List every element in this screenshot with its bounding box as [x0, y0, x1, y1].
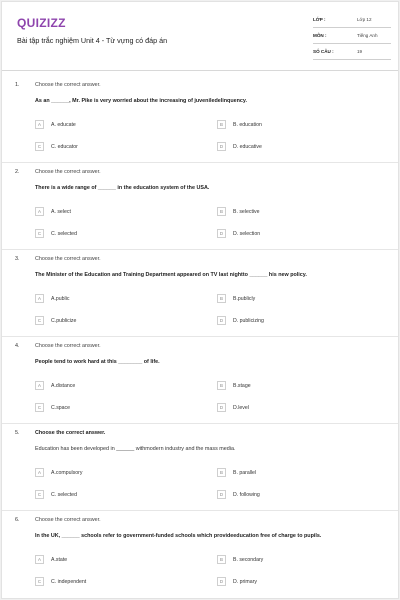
- option-letter-box: C: [35, 403, 44, 412]
- option-text: B.publicly: [233, 295, 256, 302]
- option-text: D. following: [233, 491, 260, 498]
- info-row-class: [313, 12, 391, 28]
- option-letter-box: B: [217, 294, 226, 303]
- question-instruction: Choose the correct answer.: [35, 343, 101, 349]
- option-text: C. educator: [51, 143, 78, 150]
- option-text: C. independent: [51, 578, 87, 585]
- option-letter-box: B: [217, 381, 226, 390]
- worksheet-header: [2, 2, 398, 71]
- worksheet-title: Bài tập trắc nghiệm Unit 4 - Từ vựng có đáp án: [17, 36, 168, 45]
- question-number: 1.: [15, 82, 20, 88]
- option-letter-box: C: [35, 142, 44, 151]
- info-label: MÔN :: [313, 33, 327, 38]
- option-letter-box: D: [217, 490, 226, 499]
- option-text: A.distance: [51, 382, 76, 389]
- question-number: 5.: [15, 430, 20, 436]
- question-number: 2.: [15, 169, 20, 175]
- option-letter-box: D: [217, 229, 226, 238]
- option-text: B. education: [233, 121, 262, 128]
- option-letter-box: D: [217, 403, 226, 412]
- worksheet-page: [1, 1, 399, 599]
- question-number: 3.: [15, 256, 20, 262]
- option-letter-box: C: [35, 577, 44, 586]
- question-text: In the UK, ______ schools refer to government-funded schools which provideeducation free of charge to pupils.: [35, 533, 322, 539]
- question-instruction: Choose the correct answer.: [35, 256, 101, 262]
- option-text: C. selected: [51, 230, 77, 237]
- info-row-count: [313, 44, 391, 60]
- option-letter-box: A: [35, 294, 44, 303]
- option-letter-box: D: [217, 577, 226, 586]
- info-value: Tiếng Anh: [357, 33, 378, 38]
- option-text: D. publicizing: [233, 317, 264, 324]
- question-text: There is a wide range of ______ in the education system of the USA.: [35, 185, 210, 191]
- info-row-subject: [313, 28, 391, 44]
- option-letter-box: A: [35, 120, 44, 129]
- option-text: A. educate: [51, 121, 76, 128]
- info-label: LỚP :: [313, 17, 326, 22]
- option-text: C.space: [51, 404, 71, 411]
- option-text: B. parallel: [233, 469, 257, 476]
- option-text: D.level: [233, 404, 249, 411]
- option-text: D. primary: [233, 578, 257, 585]
- option-text: B. secondary: [233, 556, 264, 563]
- question-text: Education has been developed in ______ withmodern industry and the mass media.: [35, 446, 236, 452]
- option-letter-box: C: [35, 316, 44, 325]
- question-number: 6.: [15, 517, 20, 523]
- option-text: C. selected: [51, 491, 77, 498]
- option-letter-box: B: [217, 555, 226, 564]
- option-text: C.publicize: [51, 317, 77, 324]
- option-text: D. selection: [233, 230, 261, 237]
- info-value: Lớp 12: [357, 17, 372, 22]
- info-value: 19: [357, 49, 363, 54]
- option-text: B. selective: [233, 208, 260, 215]
- question-instruction: Choose the correct answer.: [35, 82, 101, 88]
- option-letter-box: A: [35, 207, 44, 216]
- question-divider: [2, 510, 398, 511]
- question-divider: [2, 423, 398, 424]
- option-text: A.state: [51, 556, 68, 563]
- option-text: D. educative: [233, 143, 262, 150]
- option-letter-box: B: [217, 207, 226, 216]
- question-instruction: Choose the correct answer.: [35, 430, 106, 436]
- option-letter-box: B: [217, 468, 226, 477]
- question-divider: [2, 249, 398, 250]
- option-letter-box: D: [217, 316, 226, 325]
- option-letter-box: A: [35, 381, 44, 390]
- option-letter-box: A: [35, 468, 44, 477]
- option-letter-box: A: [35, 555, 44, 564]
- question-divider: [2, 162, 398, 163]
- question-text: The Minister of the Education and Training Department appeared on TV last nightto ______ his new policy.: [35, 272, 307, 278]
- option-letter-box: D: [217, 142, 226, 151]
- question-number: 4.: [15, 343, 20, 349]
- question-instruction: Choose the correct answer.: [35, 169, 101, 175]
- question-divider: [2, 336, 398, 337]
- question-instruction: Choose the correct answer.: [35, 517, 101, 523]
- option-text: A.compulsory: [51, 469, 83, 476]
- option-letter-box: C: [35, 490, 44, 499]
- question-text: As an ______, Mr. Pike is very worried about the increasing of juveniledelinquency.: [35, 98, 248, 104]
- info-box: [313, 12, 391, 60]
- option-text: A.public: [51, 295, 70, 302]
- option-letter-box: C: [35, 229, 44, 238]
- quizizz-logo: QUIZIZZ: [17, 16, 66, 30]
- option-letter-box: B: [217, 120, 226, 129]
- question-text: People tend to work hard at this ________ of life.: [35, 359, 160, 365]
- option-text: B.stage: [233, 382, 251, 389]
- option-text: A. select: [51, 208, 71, 215]
- info-label: SỐ CÂU :: [313, 49, 334, 54]
